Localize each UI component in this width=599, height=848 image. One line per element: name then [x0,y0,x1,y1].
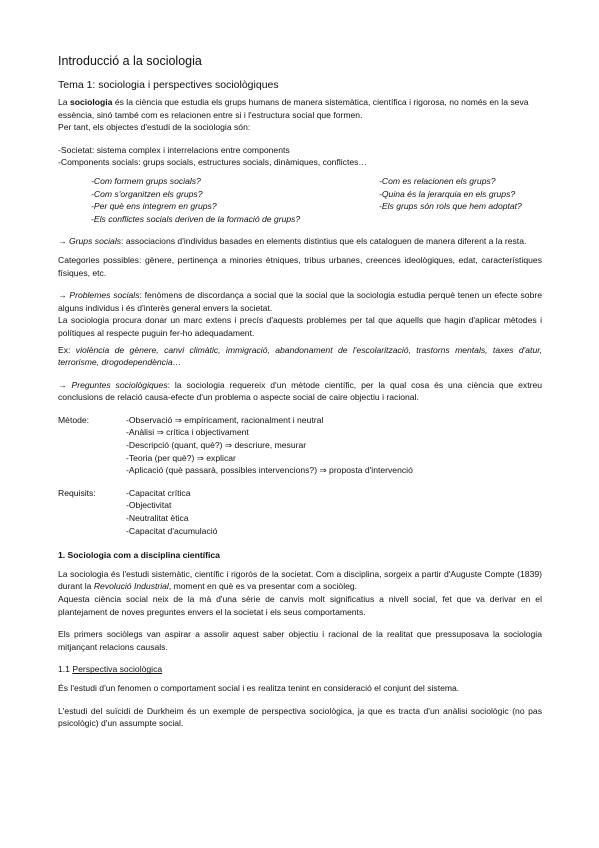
questions-grid [91,175,542,225]
document-title: Introducció a la sociologia [58,54,202,68]
requisit-item: -Neutralitat ètica [126,513,189,524]
metode-block [58,414,542,477]
intro-paragraph [58,96,542,121]
object-item: -Components socials: grups socials, estructures socials, dinàmiques, conflictes… [58,157,368,168]
metode-item: -Teoria (per què?) ⇒ explicar [126,452,236,463]
categories-paragraph: Categories possibles: gènere, pertinença a minories ètniques, tribus urbanes, creences ideològiques, edat, característiques físiques, etc. [58,254,542,278]
examples-label: Ex: [58,344,76,355]
section-1-paragraph-2: Aquesta ciència social neix de la mà d'una sèrie de canvis molt significatius a nivell social, fet que va derivar en el plantejament de noves preguntes envers el la societat i els seus comportaments. [58,594,542,617]
objects-line: Per tant, els objectes d'estudi de la sociologia són: [58,122,251,133]
question-item: -Com formem grups socials? [91,175,201,186]
arrow-right-icon: → [58,290,67,301]
metode-item: -Observació ⇒ empíricament, racionalment i neutral [126,414,324,425]
requisit-item: -Capacitat d'acumulació [126,525,218,536]
preguntes-term: Preguntes sociològiques [71,379,168,390]
objects-list [58,144,542,169]
metode-item: -Descripció (quant, què?) ⇒ descriure, mesurar [126,440,307,451]
section-1-paragraph-3: Els primers sociòlegs van aspirar a assolir aquest saber objectiu i racional de la realitat que pressuposava la sociologia mitjançant relacions causals. [58,629,542,652]
intro-term: sociologia [69,97,113,107]
s1-p1-pre: La sociologia és l'estudi sistemàtic, científic i rigorós de la societat. Com a disciplina, sorgeix a partir d'Auguste Compte (1839) durant la [58,568,542,592]
arrow-right-icon: → [58,236,67,247]
s1-p1-post: , moment en què es va presentar com a sociòleg. [168,581,358,592]
section-1-paragraph-1 [58,568,542,593]
metode-label: Mètode: [58,414,90,425]
requisit-item: -Capacitat crítica [126,487,191,498]
questions-left [91,175,379,225]
question-item: -Per què ens integrem en grups? [91,201,217,212]
problemes-term: Problemes socials [69,290,140,301]
question-item: -Els grups són rols que hem adoptat? [379,201,522,212]
metode-list [126,414,413,477]
metode-item: -Aplicació (què passarà, possibles intervencions?) ⇒ proposta d'intervenció [126,465,413,476]
section-1-1-number: 1.1 [58,664,73,675]
requisits-block [58,487,542,537]
chapter-heading: Tema 1: sociologia i perspectives sociològiques [58,79,279,91]
question-item: -Quina és la jerarquia en els grups? [379,188,516,199]
intro-pre: La [58,97,70,107]
grups-term: Grups socials [68,236,122,247]
metode-item: -Anàlisi ⇒ crítica i objectivament [126,427,249,438]
examples-text: violència de gènere, canvi climàtic, immigració, abandonament de l'escolarització, trastorns mentals, taxes d'atur, terrorisme, drogodependència… [58,344,542,368]
s1-p1-italic: Revolució Industrial [93,581,169,592]
problemes-paragraph [58,289,542,314]
object-item: -Societat: sistema complex i interrelacions entre components [58,144,290,155]
requisits-list [126,487,217,537]
section-1-heading: 1. Sociologia com a disciplina científica [58,550,220,561]
intro-text: és la ciència que estudia els grups humans de manera sistemàtica, científica i rigorosa, no només en la seva essència, sinó també com es relacionen entre si i l'estructura social que formen. [58,97,529,120]
questions-right [379,175,549,225]
section-1-1-paragraph-1: És l'estudi d'un fenomen o comportament social i es realitza tenint en consideració el conjunt del sistema. [58,682,460,693]
preguntes-paragraph [58,379,542,404]
problemes-paragraph-2: La sociologia procura donar un marc extens i precís d'aquests problemes per tal que aquells que hagin d'aplicar mètodes i polítiques al respecte puguin fer-ho adequadament. [58,315,542,338]
section-1-1-title: Perspectiva sociològica [72,664,163,675]
grups-text: : associacions d'individus basades en elements distintius que els cataloguen de manera diferent a la resta. [121,236,527,247]
examples-paragraph [58,344,542,369]
arrow-right-icon: → [58,379,67,390]
question-item: -Com s'organitzen els grups? [91,188,203,199]
grups-socials-paragraph [58,235,542,248]
section-1-1-paragraph-2: L'estudi del suïcidi de Durkheim és un exemple de perspectiva sociològica, ja que es tracta d'un anàlisi sociològic (no pas psicològic) d'un assumpte social. [58,705,542,729]
preguntes-text: : la sociologia requereix d'un mètode científic, per la qual cosa és una ciència que extreu conclusions de relació causa-efecte d'un problema o aspecte social de caire objectiu i racional. [58,379,543,403]
requisit-item: -Objectivitat [126,500,172,511]
question-item: -Els conflictes socials deriven de la formació de grups? [91,213,301,224]
question-item: -Com es relacionen els grups? [379,175,496,186]
section-1-1-heading [58,663,542,676]
problemes-text: : fenòmens de discordança a social que la social que la sociologia estudia perquè tenen un efecte sobre alguns individus i és d'interès general envers la societat. [58,290,543,313]
requisits-label: Requisits: [58,487,96,498]
